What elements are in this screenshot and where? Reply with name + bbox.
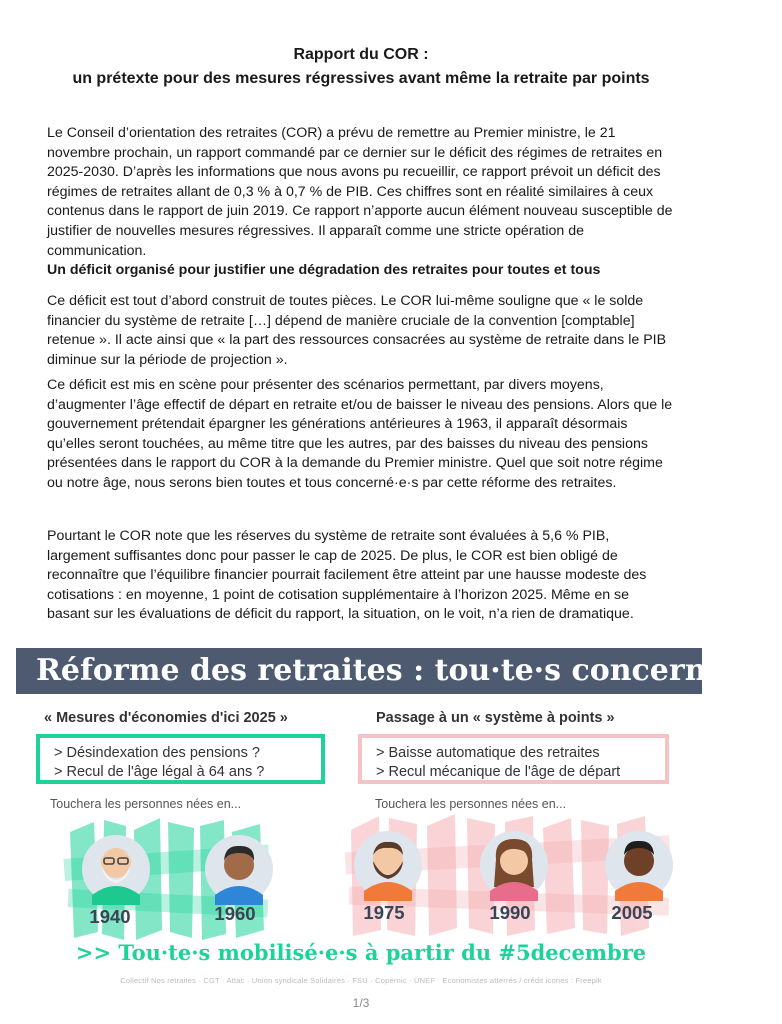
left-column-title: « Mesures d'économies d'ici 2025 » — [44, 710, 288, 726]
right-measures-box — [358, 734, 669, 784]
left-measures-box — [36, 734, 325, 784]
section-subtitle: Un déficit organisé pour justifier une dégradation des retraites pour toutes et tous — [47, 262, 601, 278]
left-measure-item: > Désindexation des pensions ? — [54, 745, 260, 761]
paragraph-4: Pourtant le COR note que les réserves du système de retraite sont évaluées à 5,6 % PIB, largement suffisantes donc pour passer le cap de 2025. De plus, le COR est bien obligé de reconnaître que l’équilibre financier pourrait facilement être atteint par une hausse modeste des cotisations : en moyenne, 1 point de cotisation supplémentaire à l’horizon 2025. Même en se basant sur les évaluations de déficit du rapport, la situation, on le voit, n’a rien de dramatique. — [47, 528, 647, 623]
birth-year-label: 1960 — [214, 903, 256, 924]
title-line-1: Rapport du COR : — [293, 46, 429, 63]
young-man-icon — [603, 829, 675, 901]
bearded-man-icon — [352, 829, 424, 901]
title-line-2: un prétexte pour des mesures régressives avant même la retraite par points — [72, 70, 650, 87]
man-icon — [203, 833, 275, 905]
paragraph-2: Ce déficit est tout d’abord construit de toutes pièces. Le COR lui-même souligne que « le solde financier du système de retraite […] dépend de manière cruciale de la convention [comptable] retenue ». Il acte ainsi que « la part des ressources consacrées au système de retraite dans le PIB diminue sur la période de projection ». — [47, 293, 667, 368]
birth-year-label: 1975 — [363, 902, 405, 923]
right-measure-item: > Recul mécanique de l'âge de départ — [376, 764, 621, 780]
intro-paragraph: Le Conseil d’orientation des retraites (COR) a prévu de remettre au Premier ministre, le 21 novembre prochain, un rapport commandé par ce dernier sur le déficit des régimes de retraites en 2025-2030. D’après les informations que nous avons pu recueillir, ce rapport prévoit un déficit des régimes de retraites allant de 0,3 % à 0,7 % de PIB. Ces chiffres sont en réalité similaires à ceux contenus dans le rapport de juin 2019. Ce rapport n’apporte aucun élément nouveau susceptible de justifier de nouvelles mesures régressives. Il apparaît comme une stricte opération de communication. — [47, 125, 673, 259]
birth-year-label: 2005 — [611, 902, 653, 923]
paragraph-3: Ce déficit est mis en scène pour présenter des scénarios permettant, par divers moyens, d’augmenter l’âge effectif de départ en retraite et/ou de baisser le niveau des pensions. Alors que le gouvernement prétendait épargner les générations antérieures à 1963, il apparaît désormais qu’elles seront touchées, au même titre que les autres, par des baisses du niveau des pensions présentées dans le rapport du COR à la demande du Premier ministre. Quel que soit notre régime ou notre âge, nous serons bien toutes et tous concerné·e·s par cette réforme des retraites. — [47, 377, 673, 491]
woman-icon — [478, 829, 550, 901]
page-number: 1/3 — [352, 996, 370, 1010]
right-note: Touchera les personnes nées en... — [375, 797, 567, 811]
birth-year-label: 1990 — [489, 902, 531, 923]
credits-line: Collectif Nos retraites · CGT · Attac · Union syndicale Solidaires · FSU · Copernic · UNEF · Economistes atterrés / crédit icones : Freepik — [120, 976, 602, 985]
right-column-title: Passage à un « système à points » — [376, 710, 615, 726]
right-measure-item: > Baisse automatique des retraites — [376, 745, 600, 761]
call-to-action: >> Tou·te·s mobilisé·e·s à partir du #5decembre — [75, 940, 647, 965]
birth-year-label: 1940 — [89, 906, 131, 927]
infographic-banner: Réforme des retraites : tou·te·s concerné·e·s — [16, 648, 702, 694]
left-measure-item: > Recul de l'âge légal à 64 ans ? — [54, 764, 265, 780]
left-note: Touchera les personnes nées en... — [50, 797, 242, 811]
elderly-man-icon — [80, 833, 152, 905]
